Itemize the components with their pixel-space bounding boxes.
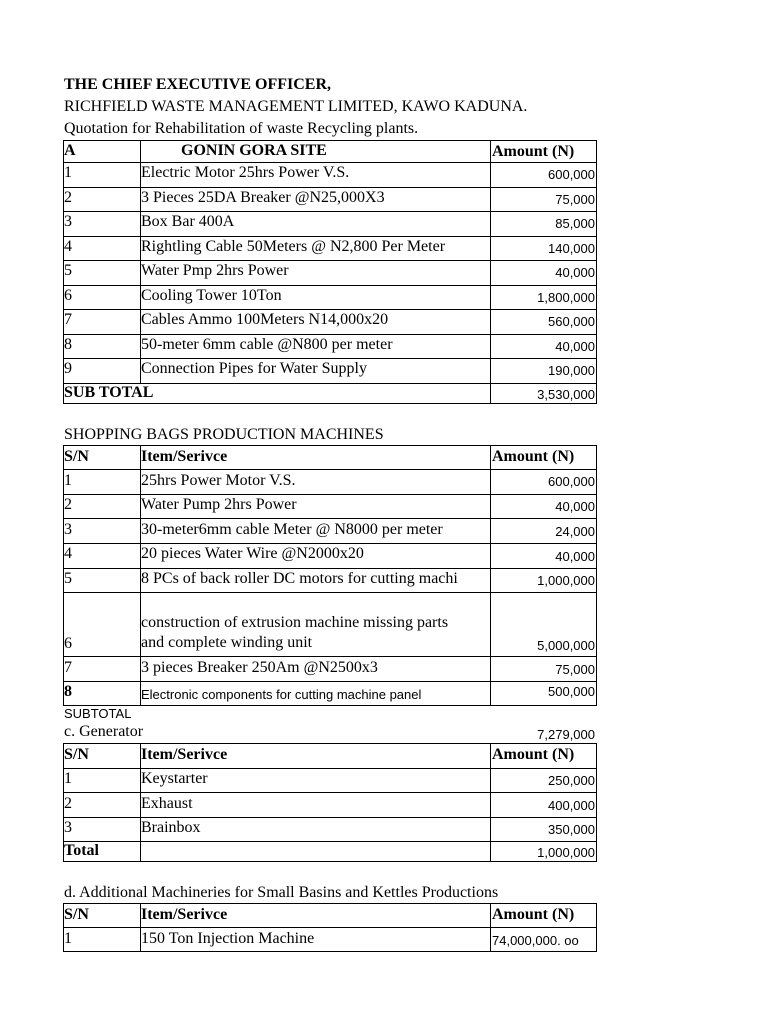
row-item: 8 PCs of back roller DC motors for cutting machi [141,570,458,587]
addressee-title: THE CHIEF EXECUTIVE OFFICER, [64,76,331,93]
total-amount: 1,000,000 [537,845,595,860]
row-amount: 560,000 [548,314,595,329]
col-header-sn: S/N [64,906,89,923]
row-sn: 4 [64,545,72,562]
site-title: GONIN GORA SITE [181,142,327,159]
subtotal-amount: 3,530,000 [537,387,595,402]
row-sn: 5 [64,262,72,279]
section-d-title: d. Additional Machineries for Small Basins and Kettles Productions [64,884,499,901]
col-header-sn: S/N [64,448,89,465]
row-sn: 6 [64,287,72,304]
row-sn: 2 [64,189,72,206]
col-header-amount: Amount (N) [492,143,575,160]
row-item: Electronic components for cutting machine panel [141,687,422,702]
col-header-sn: S/N [64,746,89,763]
row-sn: 2 [64,496,72,513]
col-header-item: Item/Serivce [141,746,228,763]
row-sn: 3 [64,819,72,836]
row-item: Water Pmp 2hrs Power [141,262,289,279]
row-sn: 3 [64,213,72,230]
row-item: Cables Ammo 100Meters N14,000x20 [141,311,389,328]
row-item: Connection Pipes for Water Supply [141,360,367,377]
row-sn: 4 [64,238,72,255]
row-sn: 8 [64,336,72,353]
row-amount: 24,000 [555,524,595,539]
row-item: Cooling Tower 10Ton [141,287,282,304]
row-amount: 600,000 [548,474,595,489]
row-amount: 74,000,000. oo [492,933,579,948]
row-item: Exhaust [141,795,193,812]
row-sn: 1 [64,164,72,181]
row-sn: 1 [64,472,72,489]
row-amount: 85,000 [555,216,595,231]
row-amount: 250,000 [548,773,595,788]
row-sn: 1 [64,930,72,947]
subtotal-label: SUB TOTAL [64,384,154,401]
row-amount: 40,000 [555,339,595,354]
col-header-amount: Amount (N) [492,746,575,763]
row-item: 3 Pieces 25DA Breaker @N25,000X3 [141,189,385,206]
row-sn: 7 [64,311,72,328]
row-sn: 6 [64,635,72,652]
row-amount: 75,000 [555,662,595,677]
row-item: 20 pieces Water Wire @N2000x20 [141,545,364,562]
row-sn: 3 [64,521,72,538]
row-item: Box Bar 400A [141,213,235,230]
row-item: 25hrs Power Motor V.S. [141,472,296,489]
row-item: 150 Ton Injection Machine [141,930,315,947]
row-amount: 600,000 [548,167,595,182]
row-sn: 9 [64,360,72,377]
col-header-item: Item/Serivce [141,448,228,465]
row-item: Brainbox [141,819,201,836]
row-amount: 350,000 [548,822,595,837]
row-item: 30-meter6mm cable Meter @ N8000 per meter [141,521,443,538]
row-amount: 190,000 [548,363,595,378]
row-amount: 400,000 [548,798,595,813]
row-amount: 40,000 [555,499,595,514]
row-item: 3 pieces Breaker 250Am @N2500x3 [141,659,378,676]
row-sn: 8 [64,683,72,700]
row-sn: 7 [64,659,72,676]
row-amount: 5,000,000 [537,638,595,653]
row-amount: 500,000 [548,684,595,699]
row-item: Water Pump 2hrs Power [141,496,297,513]
row-item: Electric Motor 25hrs Power V.S. [141,164,350,181]
row-item-line2: and complete winding unit [141,634,313,651]
row-amount: 40,000 [555,549,595,564]
section-b-title: SHOPPING BAGS PRODUCTION MACHINES [64,426,384,443]
quotation-subject: Quotation for Rehabilitation of waste Recycling plants. [64,120,419,137]
company-line: RICHFIELD WASTE MANAGEMENT LIMITED, KAWO KADUNA. [64,98,528,115]
row-item: 50-meter 6mm cable @N800 per meter [141,336,393,353]
col-header-amount: Amount (N) [492,448,575,465]
col-header-sn: A [64,142,76,159]
row-sn: 5 [64,570,72,587]
row-sn: 2 [64,795,72,812]
row-item: Keystarter [141,770,208,787]
section-b-subtotal-label: SUBTOTAL [64,706,132,721]
row-amount: 75,000 [555,192,595,207]
row-item: Rightling Cable 50Meters @ N2,800 Per Meter [141,238,446,255]
row-amount: 140,000 [548,241,595,256]
col-header-amount: Amount (N) [492,906,575,923]
section-b-subtotal-amount: 7,279,000 [537,727,595,742]
col-header-item: Item/Serivce [141,906,228,923]
row-amount: 40,000 [555,265,595,280]
row-amount: 1,800,000 [537,290,595,305]
row-sn: 1 [64,770,72,787]
total-label: Total [64,842,99,859]
row-item-line1: construction of extrusion machine missing parts [141,614,449,631]
row-amount: 1,000,000 [537,573,595,588]
section-c-title: c. Generator [64,723,144,740]
